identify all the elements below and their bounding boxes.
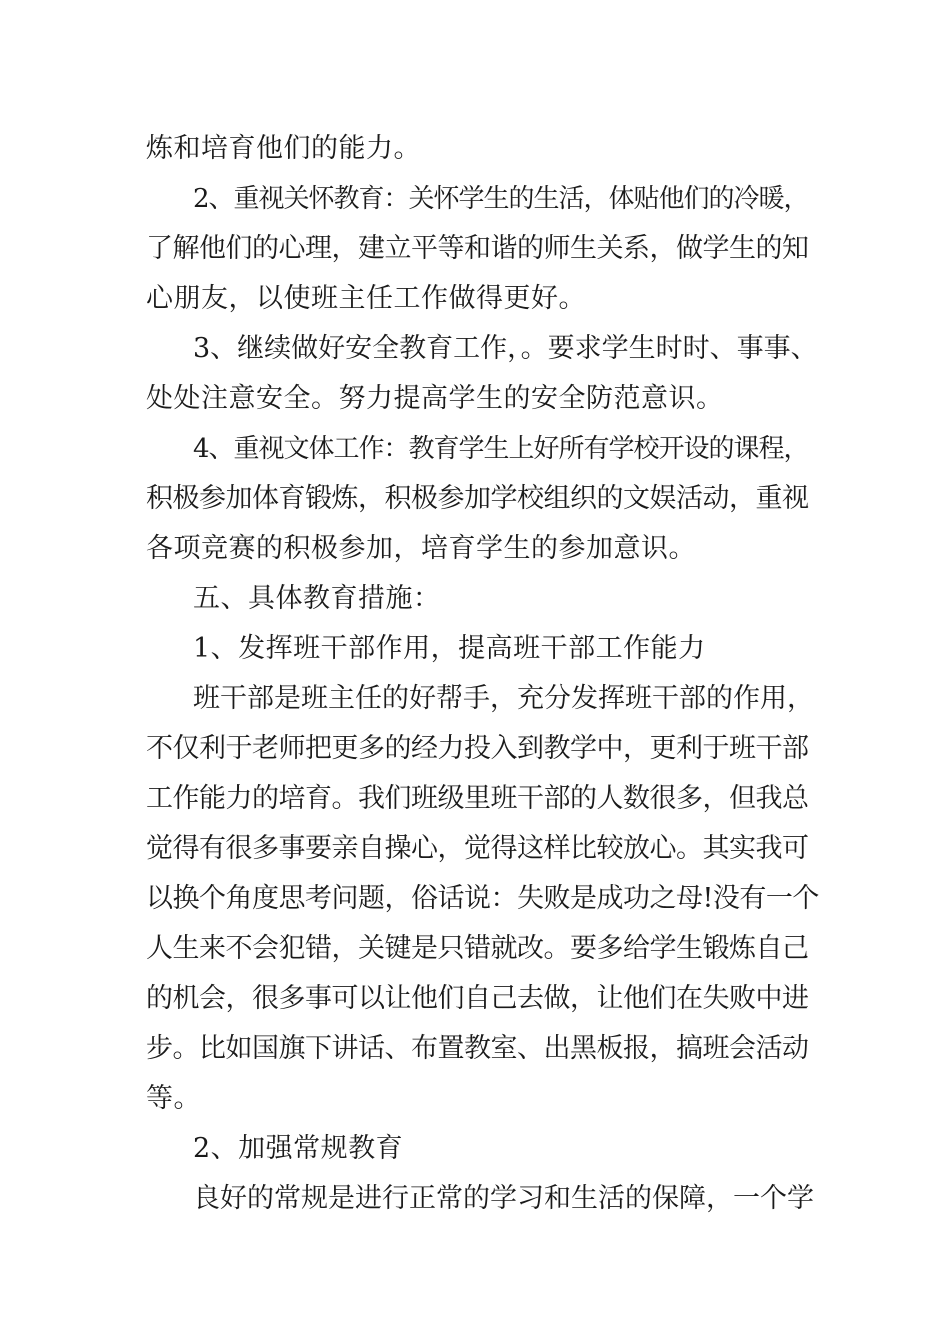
text-line: 觉得有很多事要亲自操心，觉得这样比较放心。其实我可 xyxy=(146,833,809,864)
text-line: 心朋友，以使班主任工作做得更好。 xyxy=(146,283,586,314)
subsection-heading: 2、加强常规教育 xyxy=(193,1133,404,1164)
text-line: 4、重视文体工作：教育学生上好所有学校开设的课程， xyxy=(193,434,809,464)
text-line: 不仅利于老师把更多的经力投入到教学中，更利于班干部 xyxy=(146,733,809,764)
text-line: 人生来不会犯错，关键是只错就改。要多给学生锻炼自己 xyxy=(146,933,809,964)
text-line: 了解他们的心理，建立平等和谐的师生关系，做学生的知 xyxy=(146,233,809,264)
section-heading: 五、具体教育措施： xyxy=(193,583,441,614)
text-line: 各项竞赛的积极参加，培育学生的参加意识。 xyxy=(146,533,696,564)
text-line: 工作能力的培育。我们班级里班干部的人数很多，但我总 xyxy=(146,783,809,814)
text-line: 积极参加体育锻炼，积极参加学校组织的文娱活动，重视 xyxy=(146,483,809,514)
text-line: 步。比如国旗下讲话、布置教室、出黑板报，搞班会活动 xyxy=(146,1033,809,1064)
text-line: 等。 xyxy=(146,1083,201,1114)
text-line: 2、重视关怀教育：关怀学生的生活，体贴他们的冷暖， xyxy=(193,184,809,214)
text-line: 的机会，很多事可以让他们自己去做，让他们在失败中进 xyxy=(146,983,809,1014)
text-line: 炼和培育他们的能力。 xyxy=(146,133,421,164)
text-line: 处处注意安全。努力提高学生的安全防范意识。 xyxy=(146,383,724,414)
text-line: 3、继续做好安全教育工作，。要求学生时时、事事、 xyxy=(193,333,818,364)
subsection-heading: 1、发挥班干部作用，提高班干部工作能力 xyxy=(193,633,706,664)
text-line: 班干部是班主任的好帮手，充分发挥班干部的作用， xyxy=(193,683,814,714)
text-line: 良好的常规是进行正常的学习和生活的保障，一个学 xyxy=(193,1183,814,1214)
text-line: 以换个角度思考问题，俗话说：失败是成功之母!没有一个 xyxy=(146,883,819,914)
